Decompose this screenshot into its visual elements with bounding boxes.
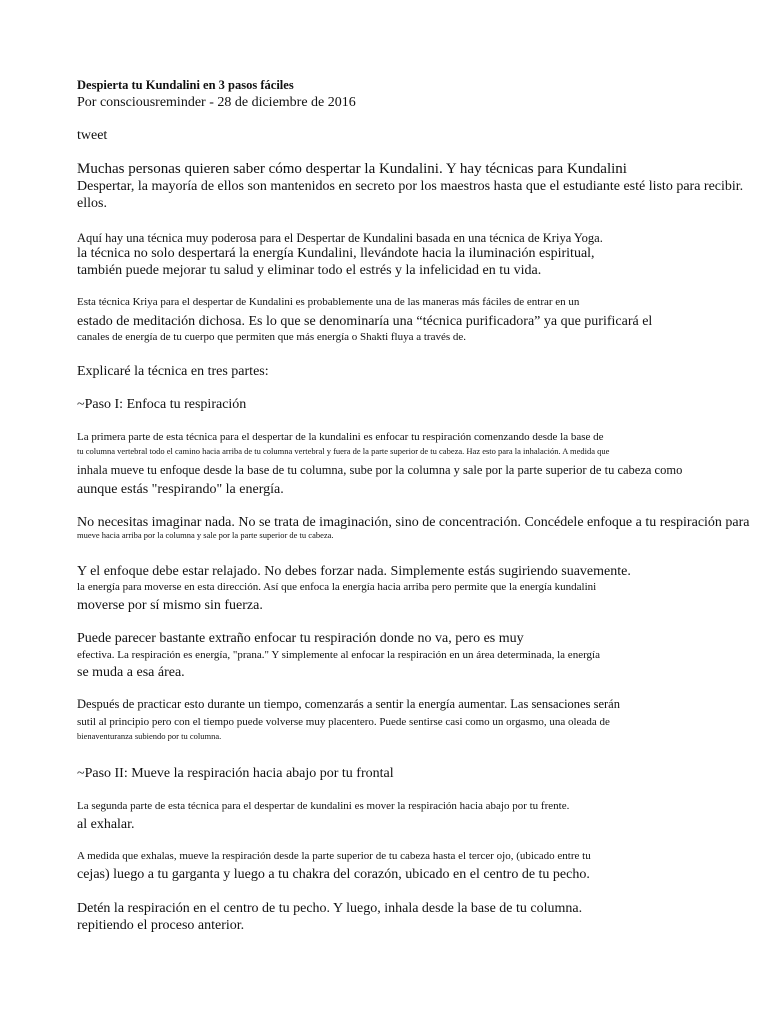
paragraph-line: Aquí hay una técnica muy poderosa para el Despertar de Kundalini basada en una técnica de Kriya Yoga. (77, 231, 603, 245)
paragraph-line: al exhalar. (77, 817, 135, 832)
paragraph-line: se muda a esa área. (77, 665, 185, 680)
paragraph-line: la técnica no solo despertará la energía Kundalini, llevándote hacia la iluminación espiritual, (77, 246, 595, 261)
paragraph-line: aunque estás "respirando" la energía. (77, 482, 284, 497)
paragraph-line: La primera parte de esta técnica para el despertar de la kundalini es enfocar tu respiración comenzando desde la base de (77, 431, 604, 443)
article-title: Despierta tu Kundalini en 3 pasos fáciles (77, 78, 294, 92)
paragraph-line: repitiendo el proceso anterior. (77, 918, 245, 933)
paragraph-line: estado de meditación dichosa. Es lo que se denominaría una “técnica purificadora” ya que purificará el (77, 314, 653, 329)
paragraph-line: bienaventuranza subiendo por tu columna. (77, 731, 222, 741)
paragraph-line: La segunda parte de esta técnica para el despertar de kundalini es mover la respiración hacia abajo por tu frente. (77, 800, 570, 812)
paragraph-line: mueve hacia arriba por la columna y sale por la parte superior de tu cabeza. (77, 530, 334, 540)
paragraph-line: Despertar, la mayoría de ellos son mantenidos en secreto por los maestros hasta que el estudiante esté listo para recibir. (77, 179, 744, 194)
paragraph-line: también puede mejorar tu salud y eliminar todo el estrés y la infelicidad en tu vida. (77, 263, 542, 278)
paragraph-line: sutil al principio pero con el tiempo puede volverse muy placentero. Puede sentirse casi como un orgasmo, una oleada de (77, 716, 610, 728)
paragraph-line: Puede parecer bastante extraño enfocar tu respiración donde no va, pero es muy (77, 631, 524, 646)
paragraph-line: No necesitas imaginar nada. No se trata de imaginación, sino de concentración. Concédele enfoque a tu respiración para (77, 515, 750, 530)
paragraph-line: Explicaré la técnica en tres partes: (77, 364, 269, 379)
paragraph-line: canales de energía de tu cuerpo que permiten que más energía o Shakti fluya a través de. (77, 331, 467, 343)
paragraph-line: tu columna vertebral todo el camino hacia arriba de tu columna vertebral y fuera de la parte superior de tu cabeza. Haz esto para la inhalación. A medida que (77, 446, 610, 456)
paragraph-line: Detén la respiración en el centro de tu pecho. Y luego, inhala desde la base de tu columna. (77, 901, 583, 916)
paragraph-line: inhala mueve tu enfoque desde la base de tu columna, sube por la columna y sale por la parte superior de tu cabeza como (77, 463, 683, 477)
paragraph-line: Esta técnica Kriya para el despertar de Kundalini es probablemente una de las maneras más fáciles de entrar en un (77, 296, 580, 308)
tweet-link[interactable]: tweet (77, 128, 108, 143)
section-heading: ~Paso I: Enfoca tu respiración (77, 397, 247, 412)
paragraph-line: ellos. (77, 196, 107, 211)
section-heading: ~Paso II: Mueve la respiración hacia abajo por tu frontal (77, 766, 394, 781)
paragraph-line: efectiva. La respiración es energía, "prana." Y simplemente al enfocar la respiración en un área determinada, la energía (77, 649, 600, 661)
paragraph-line: A medida que exhalas, mueve la respiración desde la parte superior de tu cabeza hasta el tercer ojo, (ubicado entre tu (77, 850, 591, 862)
paragraph-line: Muchas personas quieren saber cómo despertar la Kundalini. Y hay técnicas para Kundalini (77, 161, 627, 177)
paragraph-line: moverse por sí mismo sin fuerza. (77, 598, 263, 613)
paragraph-line: cejas) luego a tu garganta y luego a tu chakra del corazón, ubicado en el centro de tu pecho. (77, 867, 590, 882)
paragraph-line: Y el enfoque debe estar relajado. No debes forzar nada. Simplemente estás sugiriendo suavemente. (77, 564, 631, 579)
paragraph-line: la energía para moverse en esta dirección. Así que enfoca la energía hacia arriba pero permite que la energía kundalini (77, 581, 597, 593)
paragraph-line: Después de practicar esto durante un tiempo, comenzarás a sentir la energía aumentar. Las sensaciones serán (77, 697, 620, 711)
article-byline: Por consciousreminder - 28 de diciembre de 2016 (77, 95, 356, 110)
